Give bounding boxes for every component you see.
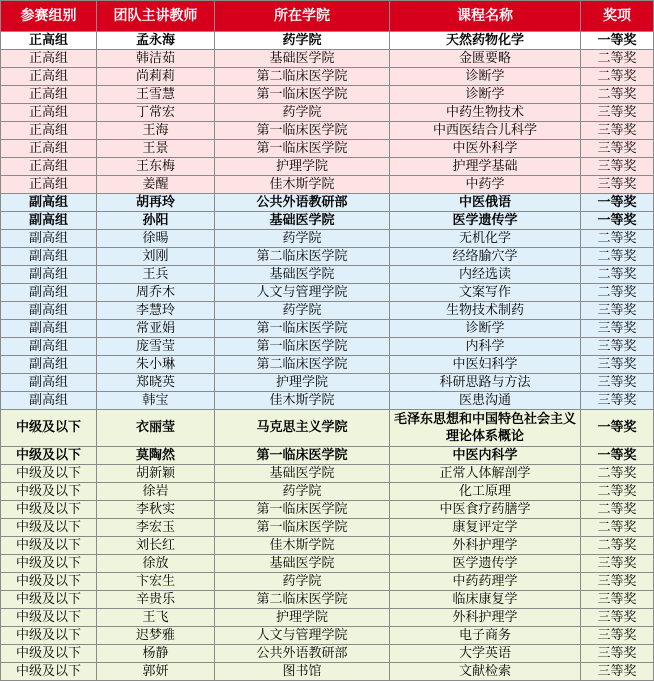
cell-course: 医学遗传学	[390, 212, 581, 230]
header-row	[1, 1, 654, 32]
cell-college: 护理学院	[215, 374, 390, 392]
cell-teacher: 莫陶然	[97, 447, 215, 465]
cell-award: 三等奖	[581, 555, 654, 573]
cell-teacher: 姜醒	[97, 176, 215, 194]
table-row	[1, 483, 654, 501]
table-row	[1, 392, 654, 410]
cell-college: 护理学院	[215, 609, 390, 627]
cell-course: 医学遗传学	[390, 555, 581, 573]
cell-college: 第二临床医学院	[215, 356, 390, 374]
table-body	[1, 32, 654, 681]
cell-group: 正高组	[1, 104, 97, 122]
cell-teacher: 李秋实	[97, 501, 215, 519]
cell-college: 第二临床医学院	[215, 248, 390, 266]
table-row	[1, 32, 654, 50]
cell-college: 第一临床医学院	[215, 140, 390, 158]
cell-college: 佳木斯学院	[215, 537, 390, 555]
cell-teacher: 刘长红	[97, 537, 215, 555]
table-row	[1, 447, 654, 465]
cell-course: 内科学	[390, 338, 581, 356]
cell-group: 副高组	[1, 320, 97, 338]
cell-award: 一等奖	[581, 212, 654, 230]
cell-award: 三等奖	[581, 591, 654, 609]
cell-group: 正高组	[1, 32, 97, 50]
cell-group: 中级及以下	[1, 410, 97, 447]
header-group: 参赛组别	[1, 1, 97, 32]
cell-teacher: 徐暘	[97, 230, 215, 248]
cell-award: 三等奖	[581, 104, 654, 122]
table-row	[1, 194, 654, 212]
cell-teacher: 胡新颖	[97, 465, 215, 483]
cell-college: 药学院	[215, 32, 390, 50]
cell-college: 基础医学院	[215, 266, 390, 284]
header-college: 所在学院	[215, 1, 390, 32]
cell-course: 中西医结合儿科学	[390, 122, 581, 140]
table-row	[1, 158, 654, 176]
table-row	[1, 645, 654, 663]
cell-course: 医患沟通	[390, 392, 581, 410]
header-teacher: 团队主讲教师	[97, 1, 215, 32]
cell-course: 临床康复学	[390, 591, 581, 609]
cell-college: 基础医学院	[215, 555, 390, 573]
cell-course: 正常人体解剖学	[390, 465, 581, 483]
cell-award: 一等奖	[581, 410, 654, 447]
cell-award: 三等奖	[581, 176, 654, 194]
table-row	[1, 104, 654, 122]
cell-course: 外科护理学	[390, 609, 581, 627]
cell-group: 正高组	[1, 158, 97, 176]
cell-award: 一等奖	[581, 194, 654, 212]
cell-college: 图书馆	[215, 663, 390, 681]
cell-group: 正高组	[1, 86, 97, 104]
cell-group: 副高组	[1, 230, 97, 248]
cell-course: 天然药物化学	[390, 32, 581, 50]
cell-teacher: 迟梦雅	[97, 627, 215, 645]
cell-teacher: 朱小琳	[97, 356, 215, 374]
cell-course: 电子商务	[390, 627, 581, 645]
table-row	[1, 50, 654, 68]
cell-college: 公共外语教研部	[215, 194, 390, 212]
cell-course: 文献检索	[390, 663, 581, 681]
cell-teacher: 辛贵乐	[97, 591, 215, 609]
cell-teacher: 丁常宏	[97, 104, 215, 122]
cell-course: 中药生物技术	[390, 104, 581, 122]
cell-teacher: 王飞	[97, 609, 215, 627]
cell-teacher: 李慧玲	[97, 302, 215, 320]
cell-course: 中医俄语	[390, 194, 581, 212]
cell-course: 诊断学	[390, 68, 581, 86]
cell-college: 第一临床医学院	[215, 122, 390, 140]
cell-group: 副高组	[1, 194, 97, 212]
cell-group: 副高组	[1, 392, 97, 410]
cell-college: 第一临床医学院	[215, 519, 390, 537]
cell-group: 正高组	[1, 140, 97, 158]
table-row	[1, 555, 654, 573]
cell-course: 生物技术制药	[390, 302, 581, 320]
table-row	[1, 573, 654, 591]
table-row	[1, 465, 654, 483]
cell-group: 中级及以下	[1, 537, 97, 555]
cell-award: 三等奖	[581, 302, 654, 320]
cell-teacher: 韩洁茹	[97, 50, 215, 68]
cell-teacher: 常亚娟	[97, 320, 215, 338]
cell-teacher: 杨静	[97, 645, 215, 663]
cell-group: 中级及以下	[1, 555, 97, 573]
cell-award: 二等奖	[581, 284, 654, 302]
cell-teacher: 郑晓英	[97, 374, 215, 392]
cell-course: 中医妇科学	[390, 356, 581, 374]
cell-course: 康复评定学	[390, 519, 581, 537]
cell-award: 三等奖	[581, 356, 654, 374]
cell-award: 二等奖	[581, 230, 654, 248]
cell-teacher: 王景	[97, 140, 215, 158]
cell-teacher: 徐放	[97, 555, 215, 573]
cell-course: 化工原理	[390, 483, 581, 501]
table-row	[1, 302, 654, 320]
cell-teacher: 孟永海	[97, 32, 215, 50]
cell-award: 三等奖	[581, 122, 654, 140]
cell-course: 毛泽东思想和中国特色社会主义理论体系概论	[390, 410, 581, 447]
cell-award: 二等奖	[581, 50, 654, 68]
cell-teacher: 孙阳	[97, 212, 215, 230]
cell-group: 中级及以下	[1, 501, 97, 519]
table-row	[1, 68, 654, 86]
cell-course: 内经选读	[390, 266, 581, 284]
cell-course: 金匮要略	[390, 50, 581, 68]
cell-group: 副高组	[1, 338, 97, 356]
cell-group: 副高组	[1, 374, 97, 392]
cell-group: 中级及以下	[1, 447, 97, 465]
cell-teacher: 衣丽莹	[97, 410, 215, 447]
cell-award: 三等奖	[581, 609, 654, 627]
cell-teacher: 王海	[97, 122, 215, 140]
cell-group: 副高组	[1, 302, 97, 320]
cell-teacher: 胡再玲	[97, 194, 215, 212]
table-row	[1, 212, 654, 230]
cell-award: 二等奖	[581, 537, 654, 555]
cell-teacher: 刘刚	[97, 248, 215, 266]
cell-college: 护理学院	[215, 158, 390, 176]
cell-group: 副高组	[1, 356, 97, 374]
cell-college: 基础医学院	[215, 212, 390, 230]
cell-award: 三等奖	[581, 158, 654, 176]
cell-teacher: 庞雪莹	[97, 338, 215, 356]
cell-teacher: 徐岩	[97, 483, 215, 501]
table-row	[1, 374, 654, 392]
cell-course: 中医外科学	[390, 140, 581, 158]
table-row	[1, 663, 654, 681]
cell-group: 中级及以下	[1, 573, 97, 591]
cell-group: 副高组	[1, 248, 97, 266]
cell-award: 三等奖	[581, 392, 654, 410]
table-row	[1, 86, 654, 104]
cell-group: 中级及以下	[1, 609, 97, 627]
cell-award: 二等奖	[581, 266, 654, 284]
table-row	[1, 248, 654, 266]
cell-college: 第一临床医学院	[215, 338, 390, 356]
cell-college: 人文与管理学院	[215, 627, 390, 645]
cell-award: 二等奖	[581, 501, 654, 519]
cell-course: 经络腧穴学	[390, 248, 581, 266]
header-award: 奖项	[581, 1, 654, 32]
cell-award: 三等奖	[581, 663, 654, 681]
cell-award: 二等奖	[581, 68, 654, 86]
table-row	[1, 591, 654, 609]
cell-college: 第一临床医学院	[215, 320, 390, 338]
table-row	[1, 176, 654, 194]
cell-college: 第二临床医学院	[215, 591, 390, 609]
cell-group: 正高组	[1, 50, 97, 68]
cell-college: 佳木斯学院	[215, 176, 390, 194]
cell-teacher: 卞宏生	[97, 573, 215, 591]
cell-course: 中药学	[390, 176, 581, 194]
cell-course: 中医内科学	[390, 447, 581, 465]
cell-group: 中级及以下	[1, 519, 97, 537]
cell-course: 文案写作	[390, 284, 581, 302]
cell-teacher: 李宏玉	[97, 519, 215, 537]
table-row	[1, 230, 654, 248]
cell-group: 中级及以下	[1, 645, 97, 663]
table-row	[1, 122, 654, 140]
table-row	[1, 627, 654, 645]
cell-college: 第一临床医学院	[215, 501, 390, 519]
cell-award: 一等奖	[581, 447, 654, 465]
cell-college: 药学院	[215, 104, 390, 122]
cell-award: 二等奖	[581, 86, 654, 104]
table-row	[1, 519, 654, 537]
cell-college: 药学院	[215, 230, 390, 248]
cell-course: 中医食疗药膳学	[390, 501, 581, 519]
cell-teacher: 王东梅	[97, 158, 215, 176]
cell-group: 副高组	[1, 212, 97, 230]
cell-college: 公共外语教研部	[215, 645, 390, 663]
cell-award: 三等奖	[581, 573, 654, 591]
cell-award: 三等奖	[581, 374, 654, 392]
cell-award: 三等奖	[581, 338, 654, 356]
table-row	[1, 410, 654, 447]
cell-college: 马克思主义学院	[215, 410, 390, 447]
table-row	[1, 284, 654, 302]
cell-teacher: 王雪慧	[97, 86, 215, 104]
cell-college: 药学院	[215, 573, 390, 591]
cell-course: 大学英语	[390, 645, 581, 663]
cell-award: 三等奖	[581, 645, 654, 663]
table-row	[1, 140, 654, 158]
table-row	[1, 266, 654, 284]
cell-course: 科研思路与方法	[390, 374, 581, 392]
table-row	[1, 609, 654, 627]
cell-award: 三等奖	[581, 320, 654, 338]
cell-college: 基础医学院	[215, 50, 390, 68]
cell-college: 第一临床医学院	[215, 86, 390, 104]
cell-teacher: 韩宝	[97, 392, 215, 410]
cell-course: 无机化学	[390, 230, 581, 248]
cell-group: 正高组	[1, 68, 97, 86]
cell-course: 护理学基础	[390, 158, 581, 176]
cell-college: 佳木斯学院	[215, 392, 390, 410]
cell-group: 副高组	[1, 266, 97, 284]
cell-college: 第二临床医学院	[215, 68, 390, 86]
cell-college: 基础医学院	[215, 465, 390, 483]
cell-teacher: 郭妍	[97, 663, 215, 681]
table-row	[1, 356, 654, 374]
cell-teacher: 王兵	[97, 266, 215, 284]
cell-teacher: 周乔木	[97, 284, 215, 302]
cell-course: 诊断学	[390, 320, 581, 338]
cell-group: 中级及以下	[1, 465, 97, 483]
cell-award: 二等奖	[581, 483, 654, 501]
cell-group: 正高组	[1, 122, 97, 140]
table-row	[1, 320, 654, 338]
cell-group: 中级及以下	[1, 483, 97, 501]
cell-award: 二等奖	[581, 519, 654, 537]
cell-teacher: 尚莉莉	[97, 68, 215, 86]
cell-award: 三等奖	[581, 140, 654, 158]
cell-course: 诊断学	[390, 86, 581, 104]
cell-group: 正高组	[1, 176, 97, 194]
cell-college: 药学院	[215, 302, 390, 320]
cell-award: 二等奖	[581, 465, 654, 483]
cell-group: 中级及以下	[1, 591, 97, 609]
cell-college: 人文与管理学院	[215, 284, 390, 302]
cell-award: 三等奖	[581, 627, 654, 645]
table-row	[1, 501, 654, 519]
cell-college: 第一临床医学院	[215, 447, 390, 465]
header-course: 课程名称	[390, 1, 581, 32]
cell-course: 外科护理学	[390, 537, 581, 555]
table-row	[1, 537, 654, 555]
cell-award: 一等奖	[581, 32, 654, 50]
table-row	[1, 338, 654, 356]
cell-course: 中药药理学	[390, 573, 581, 591]
cell-group: 中级及以下	[1, 627, 97, 645]
cell-college: 药学院	[215, 483, 390, 501]
cell-group: 中级及以下	[1, 663, 97, 681]
cell-award: 二等奖	[581, 248, 654, 266]
cell-group: 副高组	[1, 284, 97, 302]
